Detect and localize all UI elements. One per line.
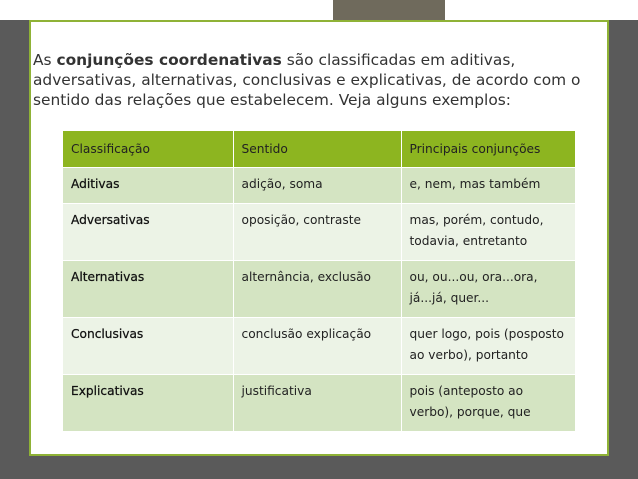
table-row [63,168,575,204]
table-row [63,318,575,375]
table-row [63,375,575,432]
table-row [63,204,575,261]
top-bar [0,0,638,20]
intro-paragraph [33,50,603,110]
cell-sentido: alternância, exclusão [233,261,401,318]
cell-classificacao: Alternativas [63,261,233,318]
cell-classificacao: Adversativas [63,204,233,261]
intro-highlight: conjunções coordenativas [56,51,282,69]
cell-sentido: oposição, contraste [233,204,401,261]
cell-classificacao: Conclusivas [63,318,233,375]
title-accent-block [333,0,445,20]
slide-content [29,20,609,456]
header-sentido: Sentido [233,131,401,168]
cell-sentido: justificativa [233,375,401,432]
table-row [63,261,575,318]
cell-classificacao: Explicativas [63,375,233,432]
cell-classificacao: Aditivas [63,168,233,204]
intro-suffix: são classificadas em aditivas, adversativas, alternativas, conclusivas e explicativas, de acordo com o sentido das relações que estabelecem. Veja alguns exemplos: [33,51,581,109]
header-principais-conjuncoes: Principais conjunções [401,131,575,168]
cell-conjuncoes: ou, ou...ou, ora...ora, já...já, quer... [401,261,575,318]
cell-conjuncoes: e, nem, mas também [401,168,575,204]
header-classificacao: Classificação [63,131,233,168]
cell-sentido: conclusão explicação [233,318,401,375]
intro-prefix: As [33,51,57,69]
cell-conjuncoes: quer logo, pois (posposto ao verbo), portanto [401,318,575,375]
table-header-row [63,131,575,168]
cell-sentido: adição, soma [233,168,401,204]
cell-conjuncoes: mas, porém, contudo, todavia, entretanto [401,204,575,261]
cell-conjuncoes: pois (anteposto ao verbo), porque, que [401,375,575,432]
conjunctions-table [63,131,575,432]
